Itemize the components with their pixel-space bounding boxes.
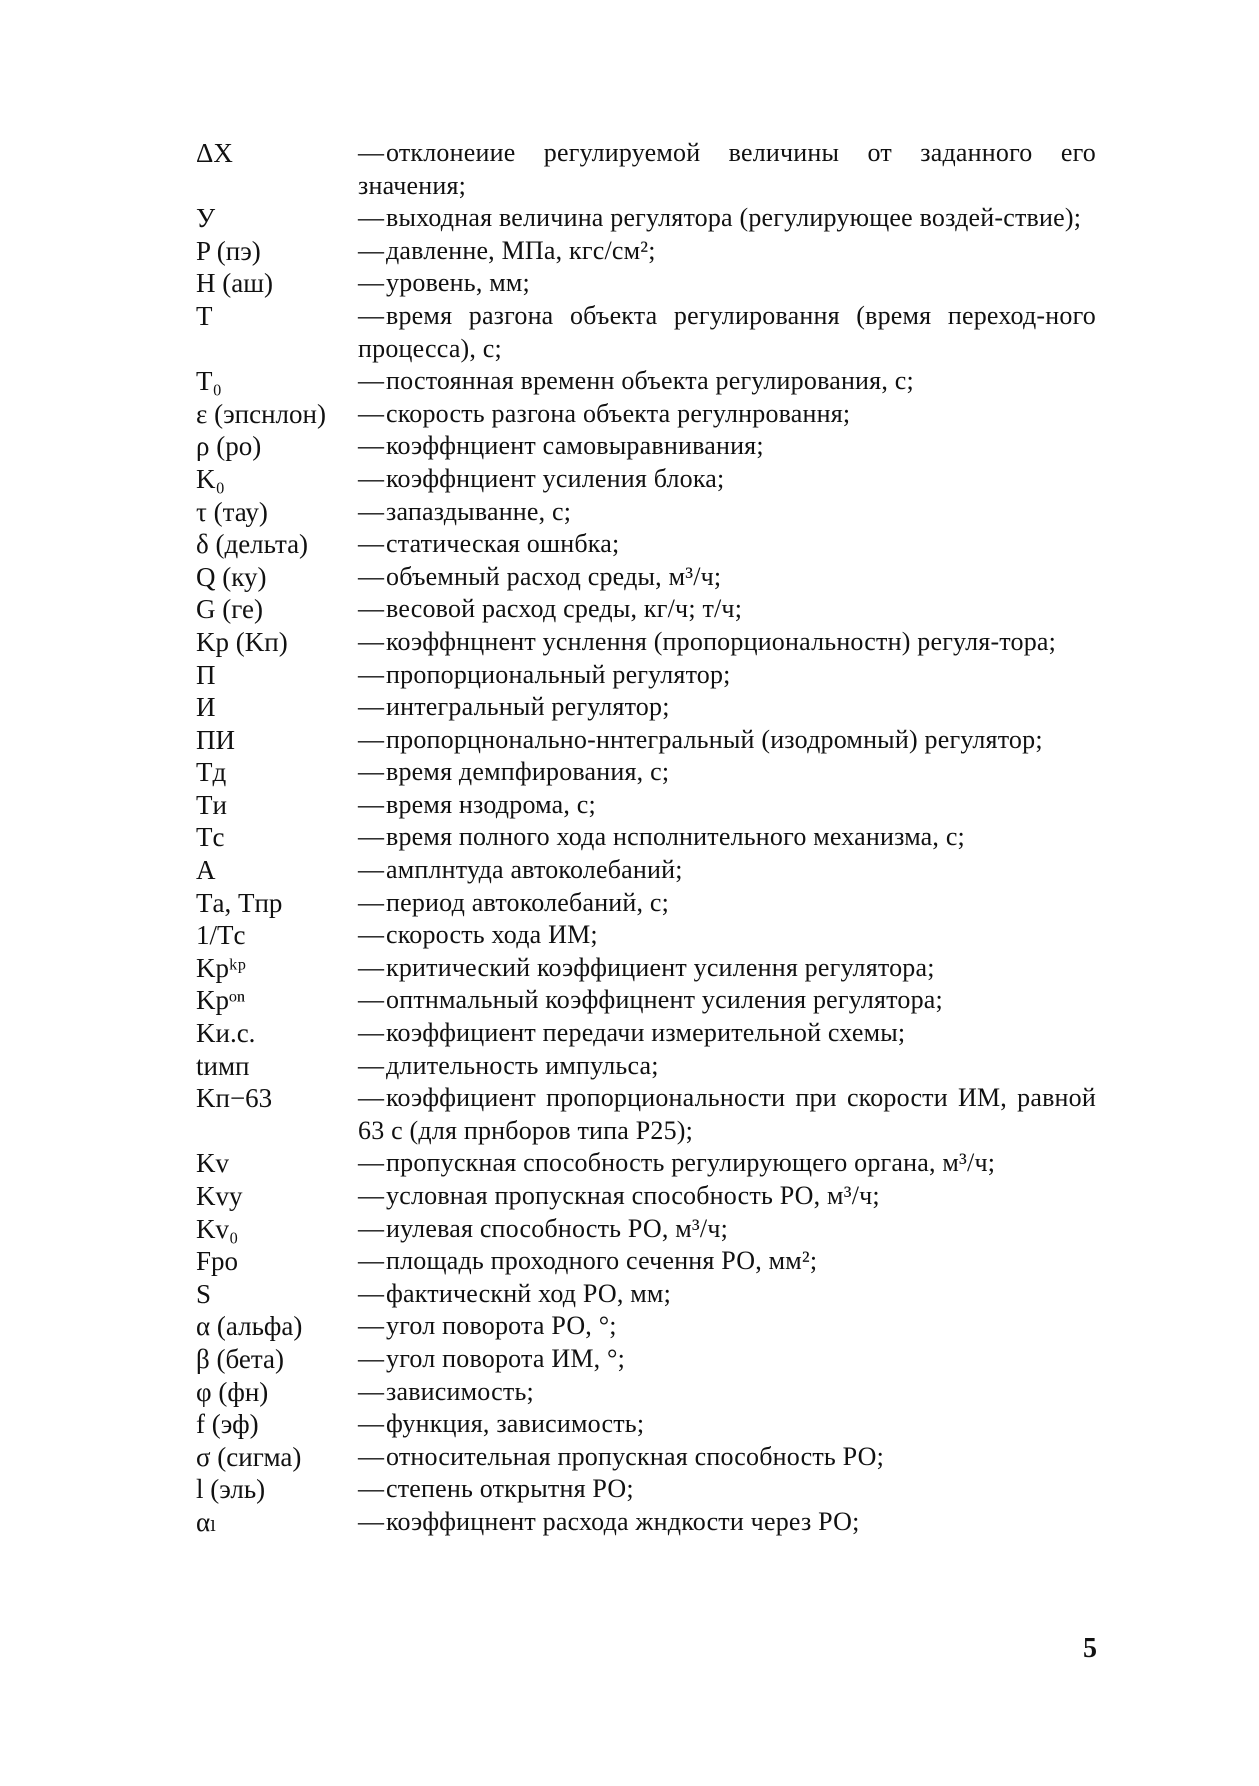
- list-item: [196, 235, 1096, 268]
- dash-separator: —: [358, 235, 385, 265]
- symbol: Q (ку): [196, 561, 267, 592]
- symbol: Fро: [196, 1246, 239, 1277]
- definition: [358, 1473, 1096, 1506]
- symbol: S: [196, 1278, 212, 1309]
- dash-separator: —: [358, 594, 385, 624]
- symbol: Tи: [196, 789, 227, 820]
- list-item: [196, 1408, 1096, 1441]
- definition: [358, 1278, 1096, 1311]
- definition-text: статическая ошнбка;: [386, 529, 620, 559]
- definition-text: время демпфирования, с;: [386, 757, 670, 787]
- list-item: [196, 528, 1096, 561]
- definition: [358, 1310, 1096, 1343]
- dash-separator: —: [358, 855, 385, 885]
- dash-separator: —: [358, 659, 385, 689]
- definition: [358, 1017, 1096, 1050]
- dash-separator: —: [358, 268, 385, 298]
- list-item: [196, 691, 1096, 724]
- symbol: Tа, Tпр: [196, 887, 283, 918]
- definition: [358, 1050, 1096, 1083]
- definition-text: коэффнциент самовыравнивания;: [386, 431, 764, 461]
- dash-separator: —: [358, 985, 385, 1015]
- dash-separator: —: [358, 203, 385, 233]
- definition: [358, 528, 1096, 561]
- list-item: [196, 1213, 1096, 1246]
- list-item: [196, 202, 1096, 235]
- list-item: [196, 887, 1096, 920]
- definition: [358, 496, 1096, 529]
- definition-text: коэффнциент усиления блока;: [386, 463, 725, 493]
- definition: [358, 1245, 1096, 1278]
- list-item: [196, 1147, 1096, 1180]
- definition: [358, 1147, 1096, 1180]
- definition: [358, 137, 1096, 202]
- list-item: [196, 267, 1096, 300]
- dash-separator: —: [358, 692, 385, 722]
- dash-separator: —: [358, 1246, 385, 1276]
- definition-text: коэффициент пропорциональности при скорости ИМ, равной 63 с (для прнборов типа Р25);: [358, 1083, 1096, 1145]
- dash-separator: —: [358, 1409, 385, 1439]
- definition-text: критический коэффициент усилення регулятора;: [386, 952, 935, 982]
- definition-text: коэффицнент расхода жндкости через РО;: [386, 1506, 860, 1536]
- symbol: P (пэ): [196, 235, 261, 266]
- list-item: [196, 984, 1096, 1017]
- symbol: ПИ: [196, 724, 235, 755]
- definition-text: давленне, МПа, кгс/см²;: [386, 235, 656, 265]
- definition-text: угол поворота РО, °;: [386, 1311, 617, 1341]
- symbol: K₀: [196, 463, 225, 494]
- symbol: Kрᵒⁿ: [196, 985, 246, 1016]
- definition: [358, 919, 1096, 952]
- list-item: [196, 659, 1096, 692]
- definition-text: угол поворота ИМ, °;: [386, 1343, 626, 1373]
- symbol: Kр (Kп): [196, 626, 288, 657]
- dash-separator: —: [358, 1474, 385, 1504]
- definition-text: пропорцнонально-ннтегральный (изодромный) регулятор;: [386, 724, 1043, 754]
- list-item: [196, 300, 1096, 365]
- definition-text: отклонеиие регулируемой величины от заданного его значения;: [358, 138, 1096, 200]
- definition: [358, 1376, 1096, 1409]
- definition-text: запаздыванне, с;: [386, 496, 572, 526]
- symbol: α (альфа): [196, 1311, 303, 1342]
- definition-text: выходная величина регулятора (регулирующее воздей-ствие);: [386, 203, 1082, 233]
- dash-separator: —: [358, 626, 385, 656]
- symbol-list: [196, 137, 1096, 1539]
- dash-separator: —: [358, 920, 385, 950]
- definition: [358, 202, 1096, 235]
- definition-text: интегральный регулятор;: [386, 692, 670, 722]
- definition-text: функция, зависимость;: [386, 1409, 645, 1439]
- list-item: [196, 1180, 1096, 1213]
- symbol: ρ (ро): [196, 431, 262, 462]
- dash-separator: —: [358, 463, 385, 493]
- list-item: [196, 430, 1096, 463]
- definition: [358, 1408, 1096, 1441]
- dash-separator: —: [358, 1083, 385, 1113]
- definition: [358, 789, 1096, 822]
- dash-separator: —: [358, 398, 385, 428]
- definition: [358, 1441, 1096, 1474]
- definition-text: коэффициент передачи измерительной схемы;: [386, 1018, 906, 1048]
- symbol: T₀: [196, 366, 222, 397]
- definition-text: коэффнцнент уснлення (пропорциональностн) регуля-тора;: [386, 626, 1057, 656]
- symbol: H (аш): [196, 268, 274, 299]
- definition-text: иулевая способность РО, м³/ч;: [386, 1213, 729, 1243]
- definition: [358, 691, 1096, 724]
- definition-text: весовой расход среды, кг/ч; т/ч;: [386, 594, 743, 624]
- definition: [358, 659, 1096, 692]
- list-item: [196, 626, 1096, 659]
- definition-text: зависимость;: [386, 1376, 534, 1406]
- definition: [358, 430, 1096, 463]
- definition: [358, 854, 1096, 887]
- list-item: [196, 756, 1096, 789]
- list-item: [196, 593, 1096, 626]
- dash-separator: —: [358, 138, 385, 167]
- symbol: Tс: [196, 822, 225, 853]
- list-item: [196, 1376, 1096, 1409]
- dash-separator: —: [358, 561, 385, 591]
- dash-separator: —: [358, 789, 385, 819]
- list-item: [196, 821, 1096, 854]
- definition: [358, 365, 1096, 398]
- definition: [358, 626, 1096, 659]
- list-item: [196, 1343, 1096, 1376]
- definition-text: время разгона объекта регулировання (время переход-ного процесса), с;: [358, 300, 1096, 363]
- symbol: tимп: [196, 1050, 250, 1081]
- list-item: [196, 496, 1096, 529]
- definition: [358, 1213, 1096, 1246]
- symbol: И: [196, 692, 216, 723]
- list-item: [196, 1310, 1096, 1343]
- definition: [358, 463, 1096, 496]
- dash-separator: —: [358, 1376, 385, 1406]
- list-item: [196, 137, 1096, 202]
- symbol: f (эф): [196, 1409, 259, 1440]
- definition-text: объемный расход среды, м³/ч;: [386, 561, 722, 591]
- dash-separator: —: [358, 1018, 385, 1048]
- definition: [358, 561, 1096, 594]
- definition: [358, 593, 1096, 626]
- symbol: Kп−63: [196, 1083, 273, 1114]
- list-item: [196, 1082, 1096, 1147]
- symbol: σ (сигма): [196, 1441, 302, 1472]
- list-item: [196, 789, 1096, 822]
- symbol: Kрᵏᵖ: [196, 952, 246, 983]
- definition: [358, 235, 1096, 268]
- dash-separator: —: [358, 1181, 385, 1210]
- list-item: [196, 919, 1096, 952]
- definition: [358, 756, 1096, 789]
- definition-text: скорость разгона объекта регулнровання;: [386, 398, 851, 428]
- dash-separator: —: [358, 1441, 385, 1471]
- list-item: [196, 1473, 1096, 1506]
- dash-separator: —: [358, 887, 385, 917]
- list-item: [196, 1050, 1096, 1083]
- definition-text: пропускная способность регулирующего органа, м³/ч;: [386, 1148, 996, 1178]
- symbol: δ (дельта): [196, 529, 309, 560]
- definition-text: условная пропускная способность РО, м³/ч;: [386, 1181, 880, 1210]
- symbol: Tд: [196, 757, 227, 788]
- list-item: [196, 1245, 1096, 1278]
- definition-text: уровень, мм;: [386, 268, 530, 298]
- definition-text: относительная пропускная способность РО;: [386, 1441, 885, 1471]
- dash-separator: —: [358, 1050, 385, 1080]
- dash-separator: —: [358, 1278, 385, 1308]
- list-item: [196, 1441, 1096, 1474]
- definition: [358, 1343, 1096, 1376]
- dash-separator: —: [358, 1148, 385, 1178]
- definition-text: пропорциональный регулятор;: [386, 659, 731, 689]
- definition-text: время нзодрома, с;: [386, 789, 596, 819]
- definition-text: длительность импульса;: [386, 1050, 659, 1080]
- symbol: Kv₀: [196, 1213, 239, 1244]
- symbol: Kи.с.: [196, 1018, 256, 1049]
- definition: [358, 300, 1096, 365]
- definition-text: фактическнй ход РО, мм;: [386, 1278, 671, 1308]
- symbol: П: [196, 659, 216, 690]
- list-item: [196, 1017, 1096, 1050]
- list-item: [196, 398, 1096, 431]
- symbol: У: [196, 203, 216, 234]
- symbol: τ (тау): [196, 496, 268, 527]
- dash-separator: —: [358, 496, 385, 526]
- list-item: [196, 561, 1096, 594]
- symbol: φ (фн): [196, 1376, 269, 1407]
- list-item: [196, 724, 1096, 757]
- definition-text: площадь проходного сечення РО, мм²;: [386, 1246, 818, 1276]
- symbol: Kvy: [196, 1181, 243, 1211]
- definition: [358, 821, 1096, 854]
- dash-separator: —: [358, 431, 385, 461]
- definition-text: оптнмальный коэффицнент усиления регулятора;: [386, 985, 943, 1015]
- dash-separator: —: [358, 1311, 385, 1341]
- dash-separator: —: [358, 952, 385, 982]
- symbol: 1/Tс: [196, 920, 246, 951]
- symbol: A: [196, 855, 216, 886]
- dash-separator: —: [358, 1506, 385, 1536]
- dash-separator: —: [358, 366, 385, 396]
- definition-text: время полного хода нсполнительного механизма, с;: [386, 822, 965, 852]
- definition: [358, 724, 1096, 757]
- definition-text: степень открытня РО;: [386, 1474, 634, 1504]
- list-item: [196, 1506, 1096, 1539]
- symbol: G (ге): [196, 594, 263, 625]
- symbol: Kv: [196, 1148, 229, 1179]
- definition: [358, 267, 1096, 300]
- dash-separator: —: [358, 757, 385, 787]
- definition: [358, 952, 1096, 985]
- symbol: l (эль): [196, 1474, 266, 1505]
- dash-separator: —: [358, 1213, 385, 1243]
- list-item: [196, 463, 1096, 496]
- list-item: [196, 854, 1096, 887]
- definition: [358, 1082, 1096, 1147]
- definition: [358, 984, 1096, 1017]
- symbol: ε (эпснлон): [196, 398, 326, 429]
- definition: [358, 398, 1096, 431]
- definition-text: скорость хода ИМ;: [386, 920, 598, 950]
- symbol: αₗ: [196, 1506, 217, 1537]
- list-item: [196, 365, 1096, 398]
- definition-text: амплнтуда автоколебаний;: [386, 855, 683, 885]
- dash-separator: —: [358, 724, 385, 754]
- symbol: β (бета): [196, 1343, 284, 1374]
- list-item: [196, 1278, 1096, 1311]
- page-number: 5: [1083, 1633, 1097, 1664]
- dash-separator: —: [358, 822, 385, 852]
- definition-text: период автоколебаний, с;: [386, 887, 670, 917]
- symbol: ΔX: [196, 138, 233, 168]
- dash-separator: —: [358, 1343, 385, 1373]
- definition: [358, 1506, 1096, 1539]
- symbol: T: [196, 300, 213, 331]
- dash-separator: —: [358, 300, 385, 330]
- list-item: [196, 952, 1096, 985]
- definition: [358, 1180, 1096, 1213]
- definition-text: постоянная временн объекта регулирования, с;: [386, 366, 914, 396]
- dash-separator: —: [358, 529, 385, 559]
- definition: [358, 887, 1096, 920]
